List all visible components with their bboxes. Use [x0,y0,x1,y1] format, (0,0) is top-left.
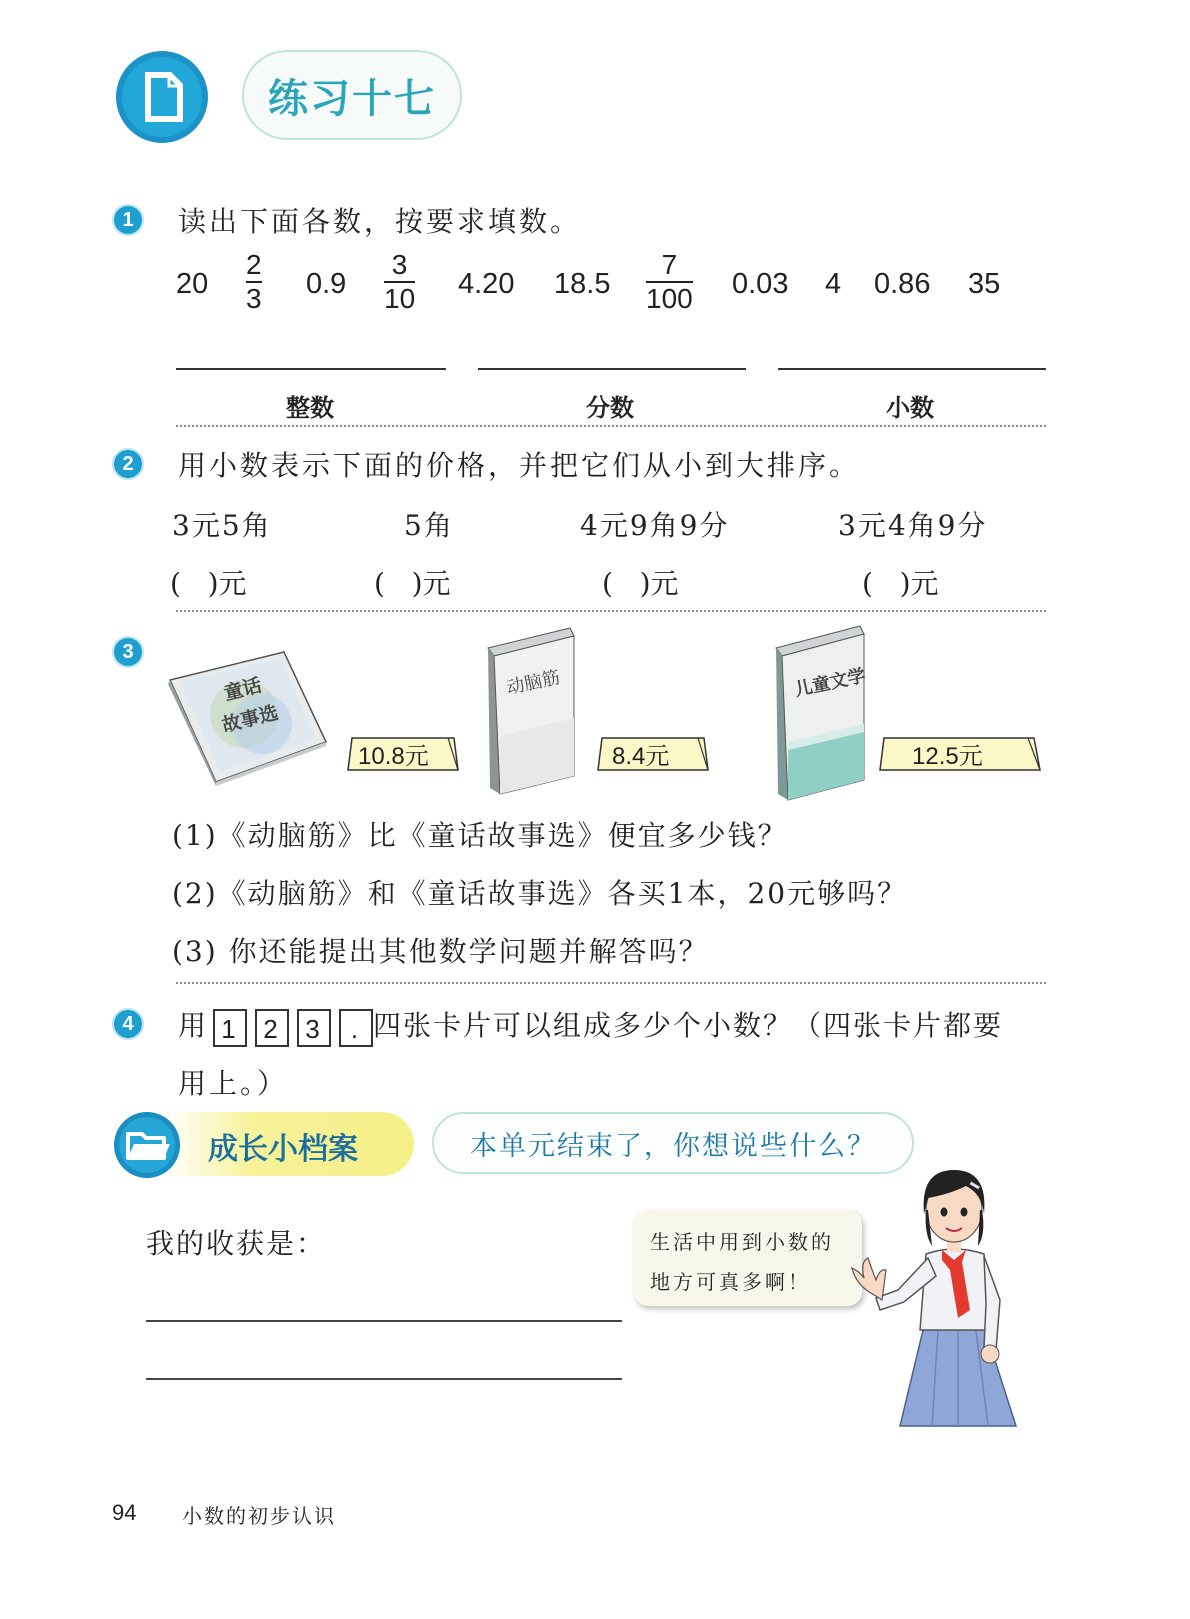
numerator: 2 [246,249,262,280]
price-1: 3元5角 [172,509,272,542]
numerator: 7 [661,249,678,280]
fraction-7-100 [646,250,693,314]
number-0.86: 0.86 [874,268,931,300]
card-1: 1 [213,1009,247,1047]
answer-blank-3[interactable]: ( )元 [602,567,679,600]
speech-line-2: 地方可真多啊！ [650,1270,811,1294]
question-4-line1 [178,1004,1003,1047]
denominator: 100 [646,283,693,314]
book-title-line1: 童话 [221,674,265,705]
sub-question-3: (3) 你还能提出其他数学问题并解答吗？ [172,935,709,968]
sub-question-2: (2)《动脑筋》和《童话故事选》各买1本，20元够吗？ [172,877,908,910]
speech-bubble [634,1210,862,1306]
exercise-title: 练习十七 [268,75,436,122]
category-integers: 整数 [286,393,334,422]
harvest-answer-line-2[interactable] [146,1378,622,1380]
harvest-label: 我的收获是： [146,1227,327,1260]
answer-blank-1[interactable]: ( )元 [170,567,247,600]
speech-line-1: 生活中用到小数的 [650,1230,834,1254]
fraction-2-3 [246,250,262,314]
folder-icon [112,1110,182,1180]
price-3: 4元9角9分 [580,509,730,542]
price-tag-1 [346,734,460,774]
price-tag-1-text: 10.8元 [358,743,429,770]
sub-question-1: (1)《动脑筋》比《童话故事选》便宜多少钱？ [172,819,788,852]
number-18.5: 18.5 [554,268,611,300]
category-fractions: 分数 [586,393,634,422]
divider [176,610,1046,612]
number-20: 20 [176,268,209,300]
denominator: 3 [246,283,262,314]
book-fairy-tales [166,650,330,786]
divider [176,982,1046,984]
number-0.9: 0.9 [306,268,347,300]
student-girl-illustration [846,1150,1036,1430]
book-childrens-literature [774,624,870,802]
answer-blank-2[interactable]: ( )元 [374,567,451,600]
number-0.03: 0.03 [732,268,789,300]
question-number-4: 4 [112,1008,144,1040]
reflection-prompt-text: 本单元结束了，你想说些什么？ [470,1130,876,1162]
numerator: 3 [391,249,408,280]
fraction-3-10 [384,250,415,314]
question-2-text: 用小数表示下面的价格，并把它们从小到大排序。 [178,449,861,482]
harvest-answer-line-1[interactable] [146,1320,622,1322]
answer-line-integers[interactable] [176,368,446,370]
price-tag-3 [878,734,1042,774]
reflection-prompt [432,1112,914,1174]
exercise-title-pill [242,50,462,140]
number-4: 4 [825,268,842,300]
divider [176,425,1046,427]
card-dot: . [339,1009,373,1047]
book-title: 儿童文学 [792,665,868,701]
price-tag-3-text: 12.5元 [912,743,983,770]
price-tag-2 [596,734,710,774]
card-2: 2 [255,1009,289,1047]
price-4: 3元4角9分 [838,509,988,542]
document-icon [115,50,209,144]
book-brain-teasers [486,626,578,796]
card-3: 3 [297,1009,331,1047]
growth-record-label: 成长小档案 [208,1132,358,1167]
answer-line-decimals[interactable] [778,368,1046,370]
number-4.20: 4.20 [458,268,515,300]
question-number-3: 3 [112,636,144,668]
question-4-line2: 用上。） [178,1067,289,1100]
price-tag-2-text: 8.4元 [612,743,670,770]
price-2: 5角 [404,509,454,542]
chapter-title: 小数的初步认识 [182,1504,336,1528]
question-number-2: 2 [112,448,144,480]
category-decimals: 小数 [886,393,934,422]
answer-blank-4[interactable]: ( )元 [862,567,939,600]
question-1-text: 读出下面各数，按要求填数。 [178,205,582,238]
question-4-prefix: 用 [178,1009,210,1042]
question-number-1: 1 [112,204,144,236]
number-35: 35 [968,268,1001,300]
page-number: 94 [112,1500,137,1525]
answer-line-fractions[interactable] [478,368,746,370]
denominator: 10 [384,283,416,314]
book-title: 动脑筋 [504,667,562,699]
question-4-text: 四张卡片可以组成多少个小数？（四张卡片都要 [373,1009,1004,1042]
book-title-line2: 故事选 [219,701,281,737]
